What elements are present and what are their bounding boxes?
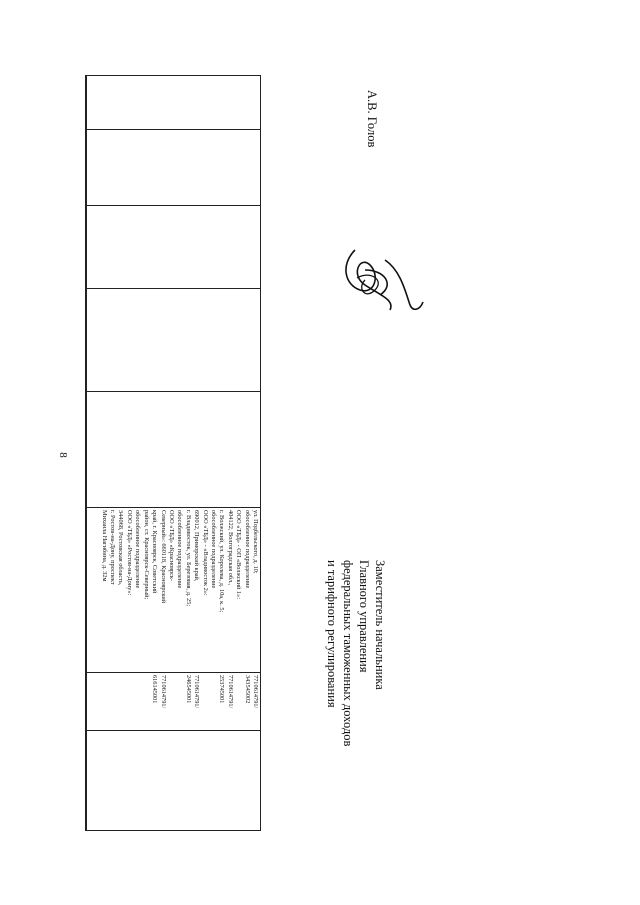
table-cell-4b: [86, 289, 87, 392]
table-cell-1b: [86, 76, 87, 130]
signatory-name: [360, 90, 380, 170]
address-line: край, г. Красноярск, Советский: [151, 510, 159, 594]
code-line: [167, 675, 175, 728]
code-line: 7710614791/: [193, 675, 201, 709]
code-line: 7710614791/: [252, 675, 259, 709]
address-line: ООО «ТБД» «Красноярск-: [167, 510, 175, 582]
data-table: [85, 75, 261, 830]
table-cell-code: [87, 673, 261, 731]
page-number: 8: [57, 452, 69, 458]
signatory-title-line: и тарифного регулирования: [325, 560, 339, 708]
code-line: 7710614791/: [226, 675, 234, 709]
signatory-title-line: Главного управления: [357, 560, 371, 673]
code-line: 253745001: [218, 675, 226, 704]
signatory-title-line: Заместитель начальника: [373, 560, 387, 690]
signatory-title: [318, 560, 388, 850]
address-line: район, ст. Красноярск-Северный;: [142, 510, 150, 600]
table-cell-3: [87, 206, 261, 289]
address-line: Михаила Нагибина, д. 32м: [100, 510, 108, 582]
table-cell-8b: [86, 731, 87, 831]
table-cell-3b: [86, 206, 87, 289]
table-cell-8: [87, 731, 261, 831]
code-line: [175, 675, 183, 728]
code-line: [209, 675, 217, 728]
address-line: ООО «ТБД» - ОП «Волжский 1»:: [235, 510, 243, 599]
signatory-name-text: А.В. Голов: [365, 90, 379, 148]
code-line: 7710614791/: [159, 675, 167, 709]
code-line: 343545002: [243, 675, 251, 704]
code-line: [234, 675, 242, 728]
handwritten-signature: [335, 240, 425, 320]
address-line: 690012, Приморский край,: [193, 510, 201, 582]
table-cell-address: [87, 508, 261, 673]
table-cell-2b: [86, 130, 87, 206]
address-line: 344068, Ростовская область,: [117, 510, 125, 586]
address-line: г. Волжский, ул. Королева, д. 10а, к. 5;: [218, 510, 226, 613]
address-line: ООО «ТБД» - «Владивосток 2»:: [201, 510, 209, 596]
signatory-title-line: федеральных таможенных доходов: [341, 560, 355, 747]
address-line: обособленное подразделение: [134, 510, 142, 589]
address-line: г. Владивосток, ул. Березовая, д. 25;: [184, 510, 192, 607]
address-line: Северный»: 660118, Красноярский: [159, 510, 167, 604]
table-cell-5b: [86, 392, 87, 508]
address-line: обособленное подразделение: [209, 510, 217, 589]
code-line: [200, 675, 208, 728]
code-line: 246545001: [184, 675, 192, 704]
address-line: 404122, Волгоградская обл.,: [226, 510, 234, 586]
address-line: обособленное подразделение: [176, 510, 184, 589]
table-cell-5: [87, 392, 261, 508]
table-cell-2: [87, 130, 261, 206]
address-line: г. Ростов-на-Дону, проспект: [109, 510, 117, 585]
table-cell-6b: [86, 508, 87, 673]
address-line: ООО «ТБД» «Ростов-на-Дону»:: [125, 510, 133, 596]
address-line: ул. Подбельского, д. 10;: [252, 510, 259, 574]
code-line: 616145001: [151, 675, 159, 704]
address-line: обособленное подразделение: [243, 510, 251, 589]
table-cell-1: [87, 76, 261, 130]
table-cell-4: [87, 289, 261, 392]
table-cell-7b: [86, 673, 87, 731]
